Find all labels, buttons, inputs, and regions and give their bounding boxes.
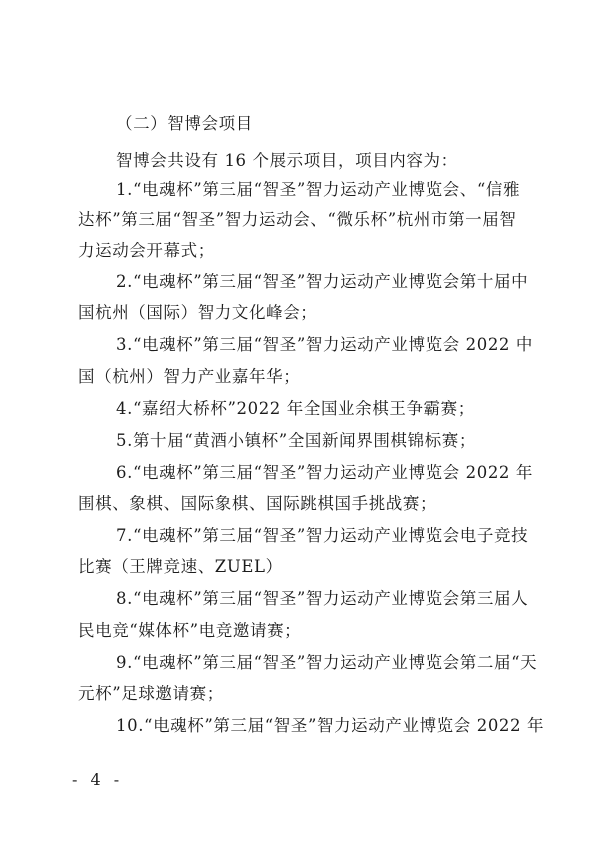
list-item-line: 元杯”足球邀请赛； — [78, 684, 224, 703]
list-item-line: 比赛（王牌竞速、ZUEL） — [78, 557, 283, 576]
list-item-line: 10.“电魂杯”第三届“智圣”智力运动产业博览会 2022 年 — [116, 716, 545, 735]
list-item-line: 9.“电魂杯”第三届“智圣”智力运动产业博览会第二届“天 — [116, 653, 538, 672]
list-item-line: 2.“电魂杯”第三届“智圣”智力运动产业博览会第十届中 — [116, 272, 529, 291]
list-item-line: 民电竞“媒体杯”电竞邀请赛； — [78, 621, 302, 640]
list-item-line: 国（杭州）智力产业嘉年华； — [78, 367, 301, 386]
list-item-line: 4.“嘉绍大桥杯”2022 年全国业余棋王争霸赛； — [116, 399, 475, 418]
list-item-line: 达杯”第三届“智圣”智力运动会、“微乐杯”杭州市第一届智 — [78, 210, 517, 229]
intro-paragraph: 智博会共设有 16 个展示项目，项目内容为： — [116, 151, 458, 170]
page-number: - 4 - — [72, 770, 124, 789]
list-item-line: 围棋、象棋、国际象棋、国际跳棋国手挑战赛； — [78, 494, 438, 513]
list-item-line: 5.第十届“黄酒小镇杯”全国新闻界围棋锦标赛； — [116, 431, 476, 450]
list-item-line: 8.“电魂杯”第三届“智圣”智力运动产业博览会第三届人 — [116, 589, 529, 608]
list-item-line: 6.“电魂杯”第三届“智圣”智力运动产业博览会 2022 年 — [116, 463, 533, 482]
section-heading: （二）智博会项目 — [116, 114, 253, 133]
list-item-line: 7.“电魂杯”第三届“智圣”智力运动产业博览会电子竞技 — [116, 526, 529, 545]
list-item-line: 力运动会开幕式； — [78, 241, 215, 260]
list-item-line: 1.“电魂杯”第三届“智圣”智力运动产业博览会、“信雅 — [116, 180, 521, 199]
list-item-line: 国杭州（国际）智力文化峰会； — [78, 303, 318, 322]
list-item-line: 3.“电魂杯”第三届“智圣”智力运动产业博览会 2022 中 — [116, 335, 533, 354]
